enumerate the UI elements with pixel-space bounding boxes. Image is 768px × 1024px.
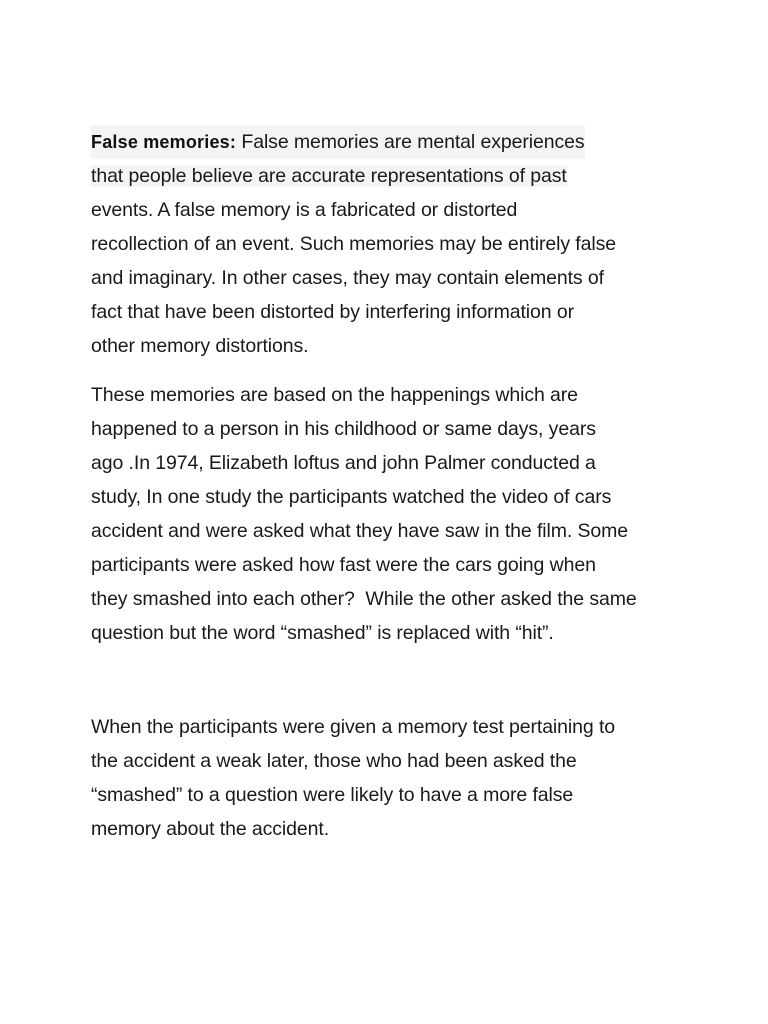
section-heading: False memories: [91, 132, 237, 152]
linked-phrase[interactable]: fabricated or distorted [330, 199, 518, 221]
paragraph-text: events. A false memory is a [91, 199, 331, 221]
paragraph-line [91, 159, 691, 193]
paragraph-line: and imaginary. In other cases, they may contain elements of [91, 267, 604, 289]
paragraph-line: ago .In 1974, Elizabeth loftus and john Palmer conducted a [91, 452, 596, 474]
paragraph-line: happened to a person in his childhood or same days, years [91, 418, 596, 440]
paragraph-text: False memories are mental experiences [236, 131, 585, 153]
paragraph-line: These memories are based on the happenings which are [91, 384, 578, 406]
paragraph-line: “smashed” to a question were likely to have a more false [91, 784, 574, 806]
paragraph-line [91, 193, 691, 227]
paragraph-line [91, 125, 585, 159]
paragraph-text: of an event. Such memories may be entirely false [188, 233, 616, 255]
paragraph-line: the accident a weak later, those who had been asked the [91, 750, 577, 772]
paragraph-text: that people believe are accurate representations of past [91, 165, 567, 187]
paragraph-false-memories-definition [91, 125, 691, 363]
paragraph-loftus-palmer-study [91, 378, 691, 650]
paragraph-line [91, 227, 691, 261]
paragraph-line: participants were asked how fast were the cars going when [91, 554, 596, 576]
paragraph-line: fact that have been distorted by interfering information or [91, 301, 574, 323]
paragraph-memory-test-results [91, 710, 691, 846]
paragraph-line: memory about the accident. [91, 818, 330, 840]
paragraph-line: other memory distortions. [91, 335, 309, 357]
paragraph-line: they smashed into each other? While the other asked the same [91, 588, 637, 610]
linked-phrase[interactable]: recollection [91, 233, 189, 255]
paragraph-line: question but the word “smashed” is replaced with “hit”. [91, 622, 554, 644]
paragraph-line: accident and were asked what they have saw in the film. Some [91, 520, 629, 542]
paragraph-line: study, In one study the participants watched the video of cars [91, 486, 612, 508]
paragraph-line: When the participants were given a memory test pertaining to [91, 716, 616, 738]
